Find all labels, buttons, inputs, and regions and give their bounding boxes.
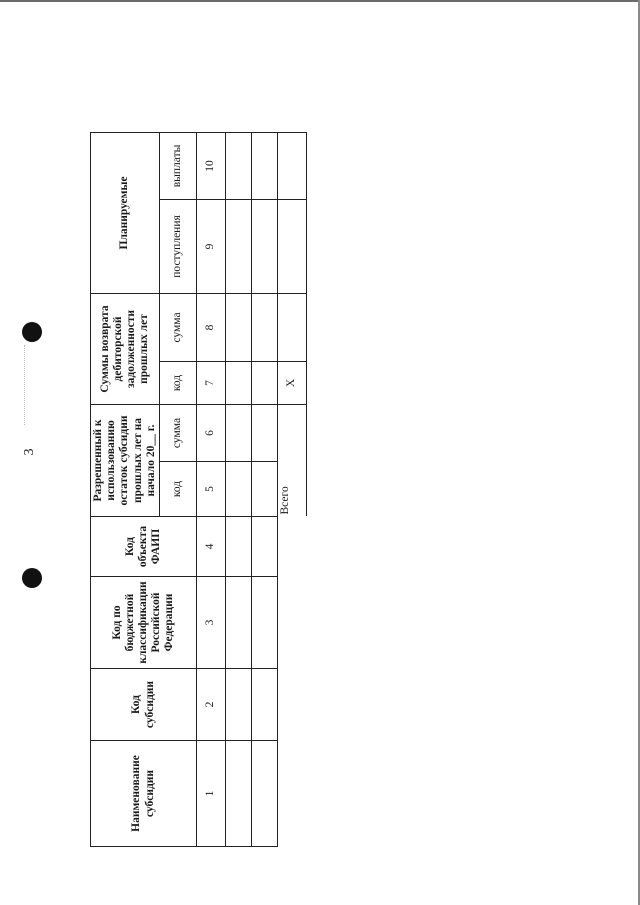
header-payments: выплаты [160,132,197,199]
table-cell [252,577,278,669]
header-planned: Планируемые [91,132,160,293]
col-num-10: 10 [197,132,226,199]
col-num-5: 5 [197,462,226,517]
column-numbers-row [197,132,226,846]
table-row [252,132,278,846]
punch-hole-lower [22,568,42,588]
col-num-1: 1 [197,741,226,847]
subsidy-table-rotated [90,133,297,847]
header-code-5: код [160,462,197,517]
table-cell [252,741,278,847]
table-cell [252,132,278,199]
header-code-7: код [160,361,197,404]
page-number: 3 [22,448,37,456]
total-sum-8 [278,293,307,361]
total-receipts [278,199,307,293]
table-cell [226,199,252,293]
table-cell [226,361,252,404]
header-row-1 [91,132,160,846]
table-cell [226,669,252,741]
header-faip-code: Код объекта ФАИП [91,517,197,577]
header-sum-6: сумма [160,404,197,461]
header-sum-8: сумма [160,293,197,361]
col-num-3: 3 [197,577,226,669]
header-name: Наименование субсидии [91,741,197,847]
total-payments [278,132,307,199]
table-cell [226,462,252,517]
table-cell [226,577,252,669]
col-num-8: 8 [197,293,226,361]
table-cell [226,517,252,577]
table-cell [252,517,278,577]
total-row [278,132,307,846]
table-cell [226,293,252,361]
header-allowed-balance: Разрешенный к использованию остаток субсидии прошлых лет на начало 20__ г. [91,404,160,516]
scan-marks [24,345,26,425]
col-num-4: 4 [197,517,226,577]
table-cell [252,462,278,517]
total-label: Всего [278,404,307,516]
col-num-7: 7 [197,361,226,404]
header-receipts: поступления [160,199,197,293]
table-cell [252,361,278,404]
header-budget-code: Код по бюджетной классификации Российской Федерации [91,577,197,669]
total-x-mark: X [278,361,307,404]
table-cell [226,132,252,199]
table-cell [226,741,252,847]
total-row-blank [278,517,307,847]
table-cell [252,293,278,361]
col-num-2: 2 [197,669,226,741]
table-cell [252,404,278,461]
table-cell [252,669,278,741]
subsidy-table [90,132,307,847]
header-debt-return: Суммы возврата дебиторской задолженности прошлых лет [91,293,160,404]
table-cell [226,404,252,461]
punch-hole-upper [22,322,42,342]
table-cell [252,199,278,293]
col-num-9: 9 [197,199,226,293]
table-row [226,132,252,846]
header-subsidy-code: Код субсидии [91,669,197,741]
col-num-6: 6 [197,404,226,461]
subsidy-table-wrapper [90,133,297,847]
page-edge-top [0,0,640,2]
